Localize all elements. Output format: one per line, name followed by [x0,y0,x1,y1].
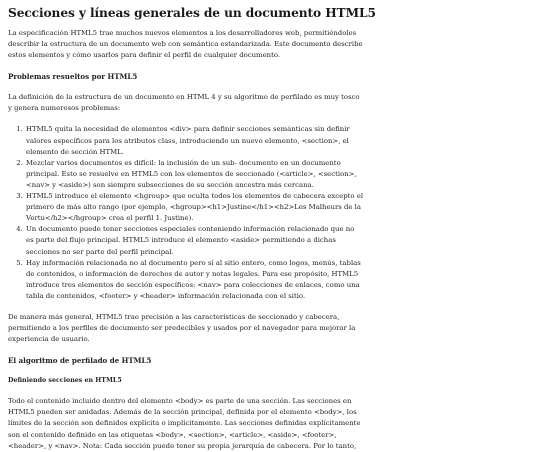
problems-intro-paragraph: La definición de la estructura de un documento en HTML 4 y su algoritmo de perfilado es muy tosco y genera numerosos problemas: [8,93,360,113]
list-item: 1. HTML5 quita la necesidad de elementos <div> para definir secciones semánticas sin definir valores específicos para los atributos class, introduciendo un nuevo elemento, <section>, el elemento de sección HTML. [25,124,530,157]
sections-paragraph: Todo el contenido incluido dentro del elemento <body> es parte de una sección. Las secciones en HTML5 pueden ser anidadas. Además de la sección principal, definida por el elemento <body>, los límites de la sección son definidos explícita o implícitamente. Las secciones definidas explícitamente son el contenido definido en las etiquetas <body>, <section>, <article>, <aside>, <footer>, <header>, y <nav>. Nota: Cada sección puede tener su propia jerarquía de cabecera. Por lo tanto, [8,397,361,450]
list-item: 3. HTML5 introduce el elemento <hgroup> que oculta todos los elementos de cabecera excepto el primero de más alto rango (por ejemplo, <hgroup><h1>Justine</h1><h2>Les Malheurs de la Vertu</h2></hgroup> crea el perfil 1. Justine). [25,191,530,224]
list-item: 4. Un documento puede tener secciones especiales conteniendo información relacionado que no es parte del flujo principal. HTML5 introduce el elemento <aside> permitiendo a dichas secciones no ser parte del perfil principal. [25,224,530,257]
list-item: 5. Hay información relacionada no al documento pero sí al sitio entero, como logos, menús, tablas de contenidos, o información de derechos de autor y notas legales. Para ese propósito, HTML5 introduce tres elementos de sección específicos: <nav> para colecciones de enlaces, como una tabla de contenidos, <footer> y <header> información relacionada con el sitio. [25,258,530,302]
page-title: Secciones y líneas generales de un documento HTML5 [8,6,376,20]
subsection-heading-definiendo: Definiendo secciones en HTML5 [8,377,122,385]
problems-list [8,124,530,302]
intro-paragraph: La especificación HTML5 trae muchos nuevos elementos a los desarrolladores web, permitiéndoles describir la estructura de un documento web con semántica estandarizada. Este documento describe estos elementos y cómo usarlos para definir el perfil de cualquier documento. [8,29,363,60]
conclusion-paragraph: De manera más general, HTML5 trae precisión a las características de seccionado y cabecera, permitiendo a los perfiles de documento ser predecibles y usados por el navegador para mejorar la experiencia de usuario. [8,312,356,344]
list-item: 2. Mezclar varios documentos es difícil: la inclusión de un sub- documento en un documento principal. Esto se resuelve en HTML5 con los elementos de seccionado (<article>, <section>, <nav> y <aside>) son siempre subsecciones de su sección ancestra más cercana. [25,158,530,191]
section-heading-algoritmo: El algoritmo de perfilado de HTML5 [8,356,152,366]
section-heading-problemas: Problemas resueltos por HTML5 [8,72,138,82]
document [0,6,540,450]
